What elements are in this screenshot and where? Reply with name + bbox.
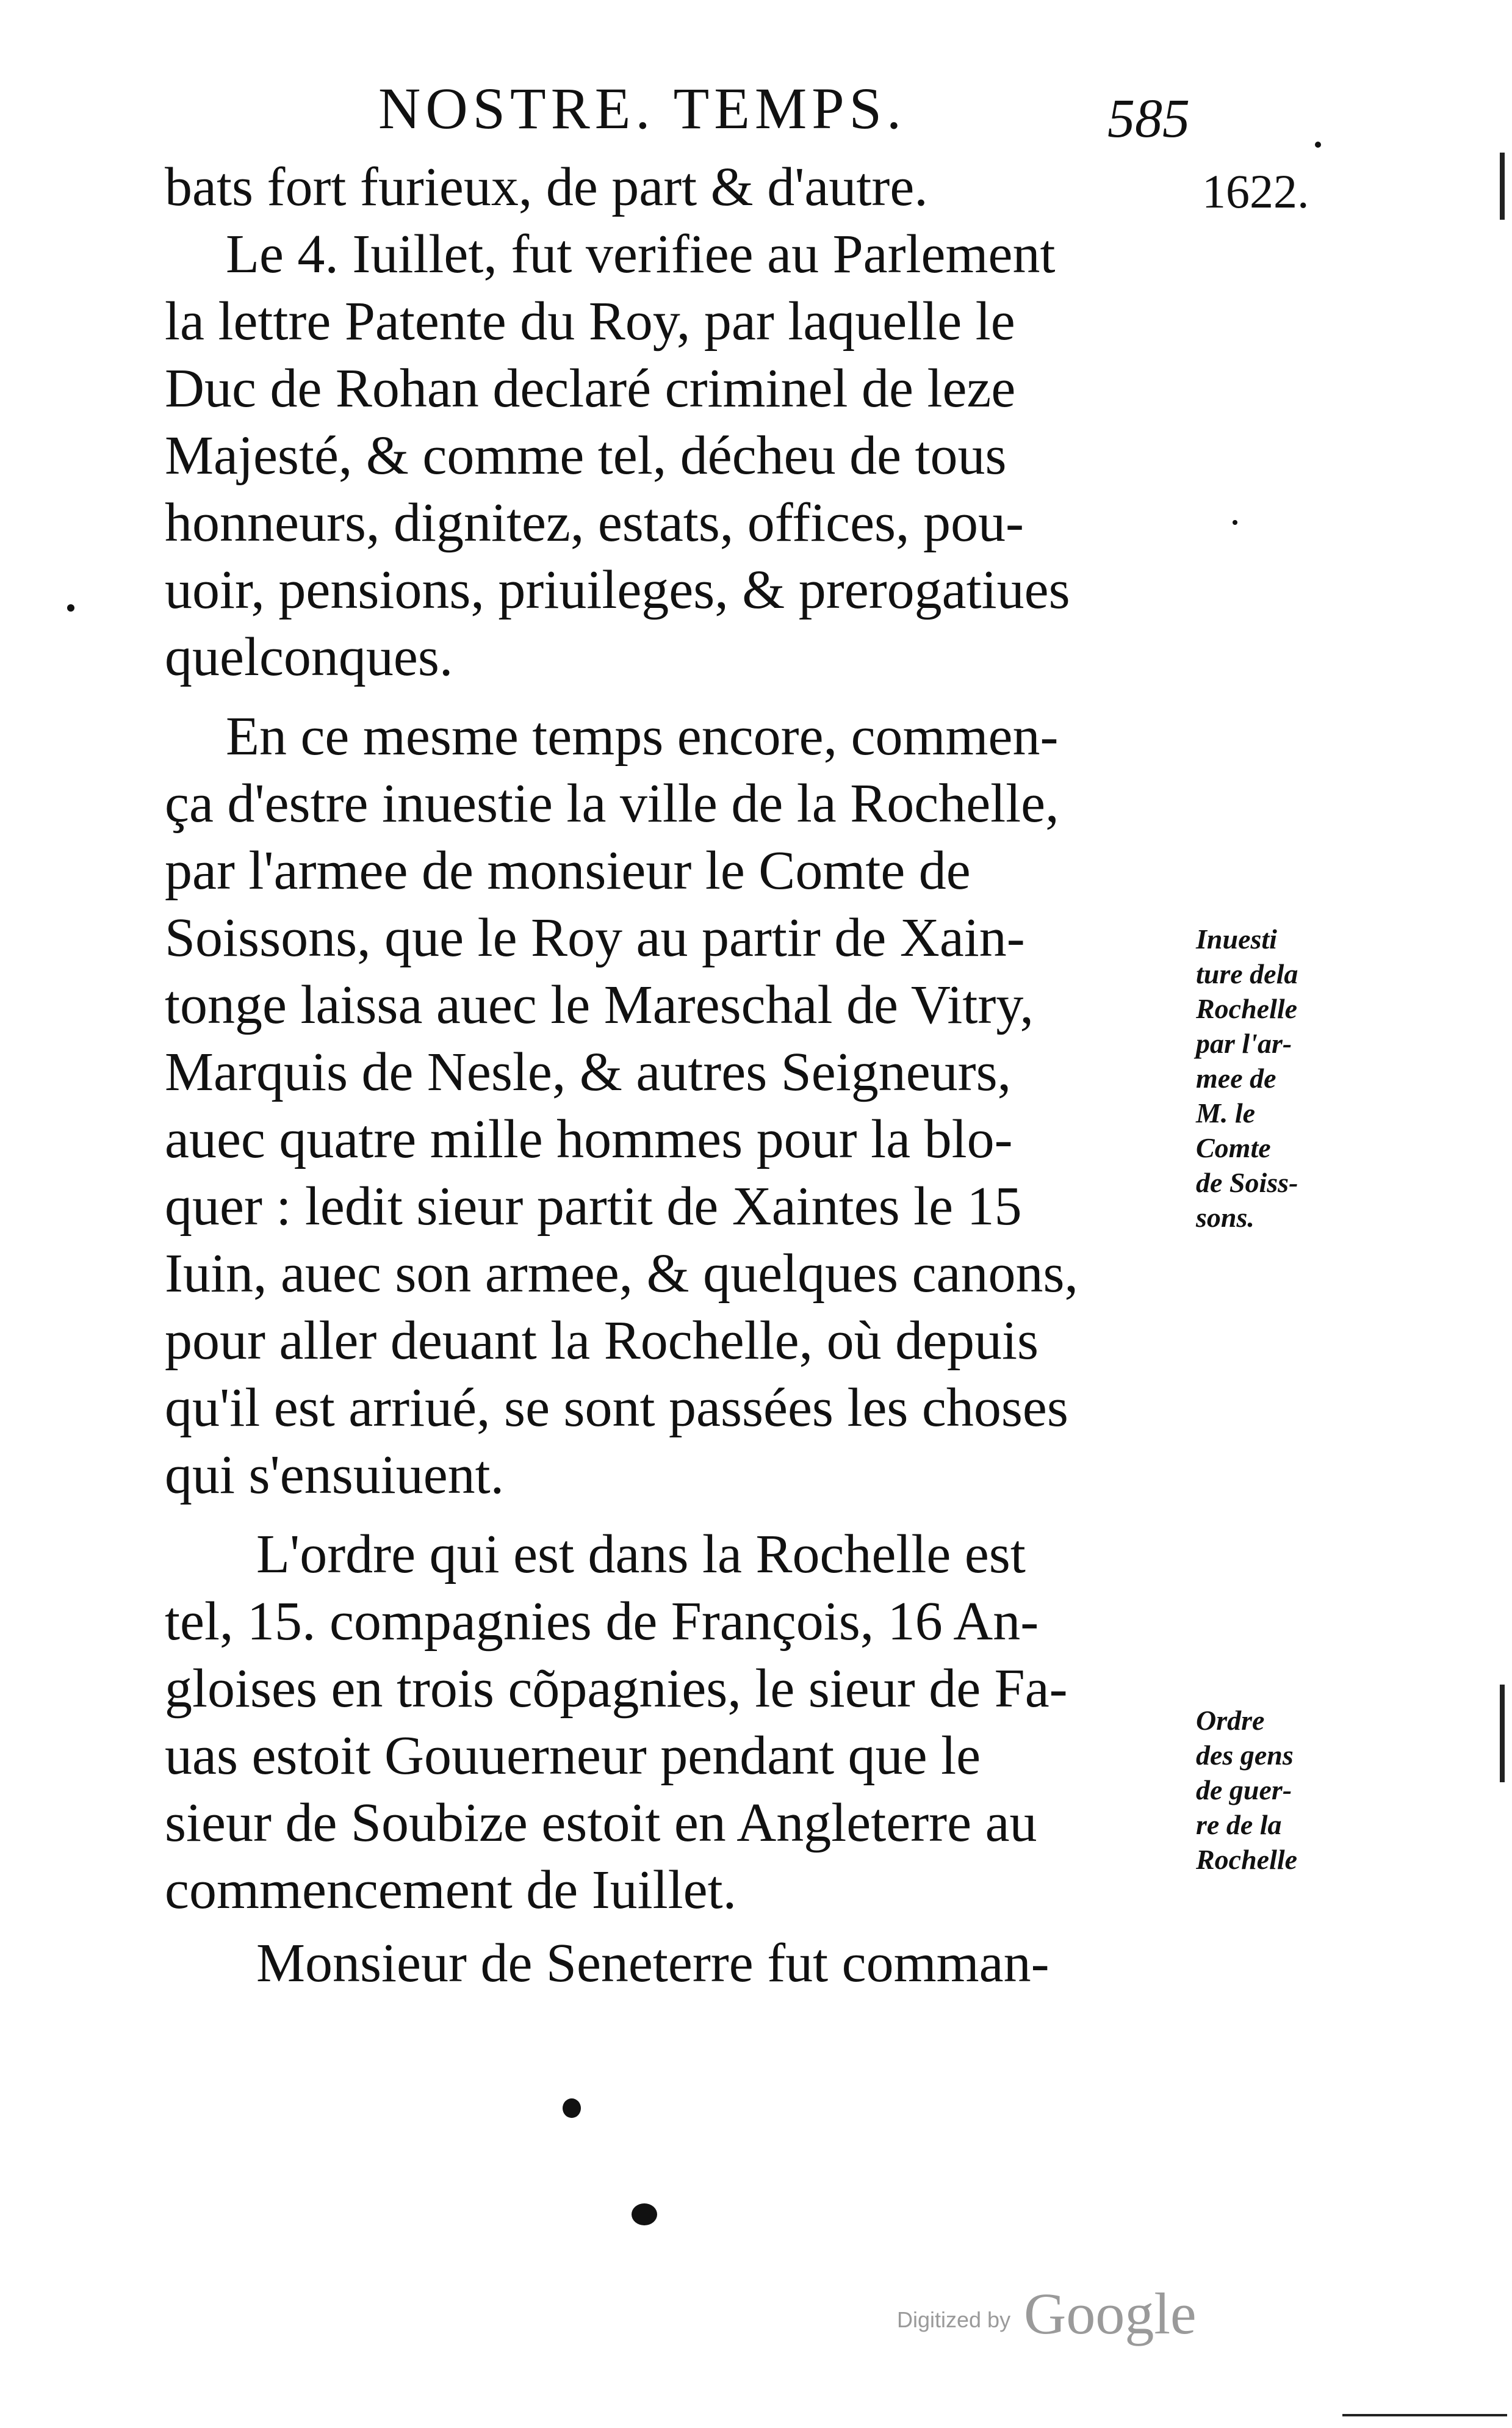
text-line: auec quatre mille hommes pour la blo- — [165, 1109, 1013, 1169]
scan-speck — [1315, 142, 1321, 148]
text-line: uas estoit Gouuerneur pendant que le — [165, 1725, 981, 1786]
text-line: qu'il est arriué, se sont passées les choses — [165, 1378, 1068, 1438]
text-line: Le 4. Iuillet, fut verifiee au Parlement — [226, 224, 1056, 284]
scan-speck — [1233, 520, 1237, 525]
scan-edge — [1500, 1685, 1505, 1782]
text-line: bats fort furieux, de part & d'autre. — [165, 157, 928, 217]
text-line: Iuin, auec son armee, & quelques canons, — [165, 1243, 1078, 1304]
text-line: honneurs, dignitez, estats, offices, pou- — [165, 493, 1024, 553]
text-line: tonge laissa auec le Mareschal de Vitry, — [165, 975, 1034, 1035]
text-line: tel, 15. compagnies de François, 16 An- — [165, 1591, 1039, 1652]
text-line: par l'armee de monsieur le Comte de — [165, 840, 971, 901]
text-line: la lettre Patente du Roy, par laquelle le — [165, 291, 1015, 352]
margin-note-ordre — [1196, 1703, 1348, 1877]
margin-note-line: ture dela — [1196, 958, 1298, 989]
margin-note-investiture — [1196, 922, 1348, 1235]
digitized-by-label: Digitized by — [897, 2307, 1011, 2332]
google-logo: Google — [1024, 2281, 1197, 2346]
text-line: L'ordre qui est dans la Rochelle est — [256, 1524, 1026, 1584]
text-line: quelconques. — [165, 627, 453, 687]
text-line: Monsieur de Seneterre fut comman- — [256, 1933, 1049, 1993]
margin-note-line: sons. — [1196, 1202, 1255, 1233]
margin-note-line: de Soiss- — [1196, 1167, 1298, 1198]
text-line: qui s'ensuiuent. — [165, 1445, 505, 1505]
scan-edge — [1500, 153, 1505, 220]
margin-note-line: de guer- — [1196, 1774, 1292, 1805]
ink-blot — [632, 2203, 657, 2225]
text-line: pour aller deuant la Rochelle, où depuis — [165, 1310, 1039, 1371]
text-line: commencement de Iuillet. — [165, 1860, 737, 1920]
margin-note-line: des gens — [1196, 1740, 1294, 1771]
margin-note-line: mee de — [1196, 1063, 1276, 1094]
scan-speck — [67, 604, 74, 612]
text-line: Majesté, & comme tel, décheu de tous — [165, 425, 1007, 486]
text-line: gloises en trois cõpagnies, le sieur de Fa- — [165, 1658, 1068, 1719]
scan-edge — [1342, 2414, 1507, 2416]
text-line: quer : ledit sieur partit de Xaintes le 15 — [165, 1176, 1022, 1237]
text-line: Soissons, que le Roy au partir de Xain- — [165, 908, 1025, 968]
text-line: sieur de Soubize estoit en Angleterre au — [165, 1793, 1037, 1853]
text-line: En ce mesme temps encore, commen- — [226, 706, 1059, 767]
margin-note-line: Inuesti — [1196, 923, 1277, 955]
margin-note-line: Comte — [1196, 1132, 1271, 1163]
text-line: Duc de Rohan declaré criminel de leze — [165, 358, 1016, 419]
margin-note-line: re de la — [1196, 1809, 1282, 1840]
year-note: 1622. — [1202, 165, 1309, 218]
margin-note-line: Rochelle — [1196, 993, 1298, 1024]
margin-note-line: M. le — [1196, 1097, 1256, 1129]
ink-blot — [563, 2098, 581, 2118]
text-line: Marquis de Nesle, & autres Seigneurs, — [165, 1042, 1012, 1102]
page-number: 585 — [1107, 89, 1190, 149]
margin-note-line: Ordre — [1196, 1705, 1265, 1736]
margin-note-line: Rochelle — [1196, 1844, 1298, 1875]
text-line: uoir, pensions, priuileges, & prerogatiues — [165, 560, 1070, 620]
text-line: ça d'estre inuestie la ville de la Rochelle, — [165, 773, 1059, 834]
running-head: NOSTRE. TEMPS. — [378, 76, 907, 141]
margin-note-line: par l'ar- — [1196, 1028, 1292, 1059]
